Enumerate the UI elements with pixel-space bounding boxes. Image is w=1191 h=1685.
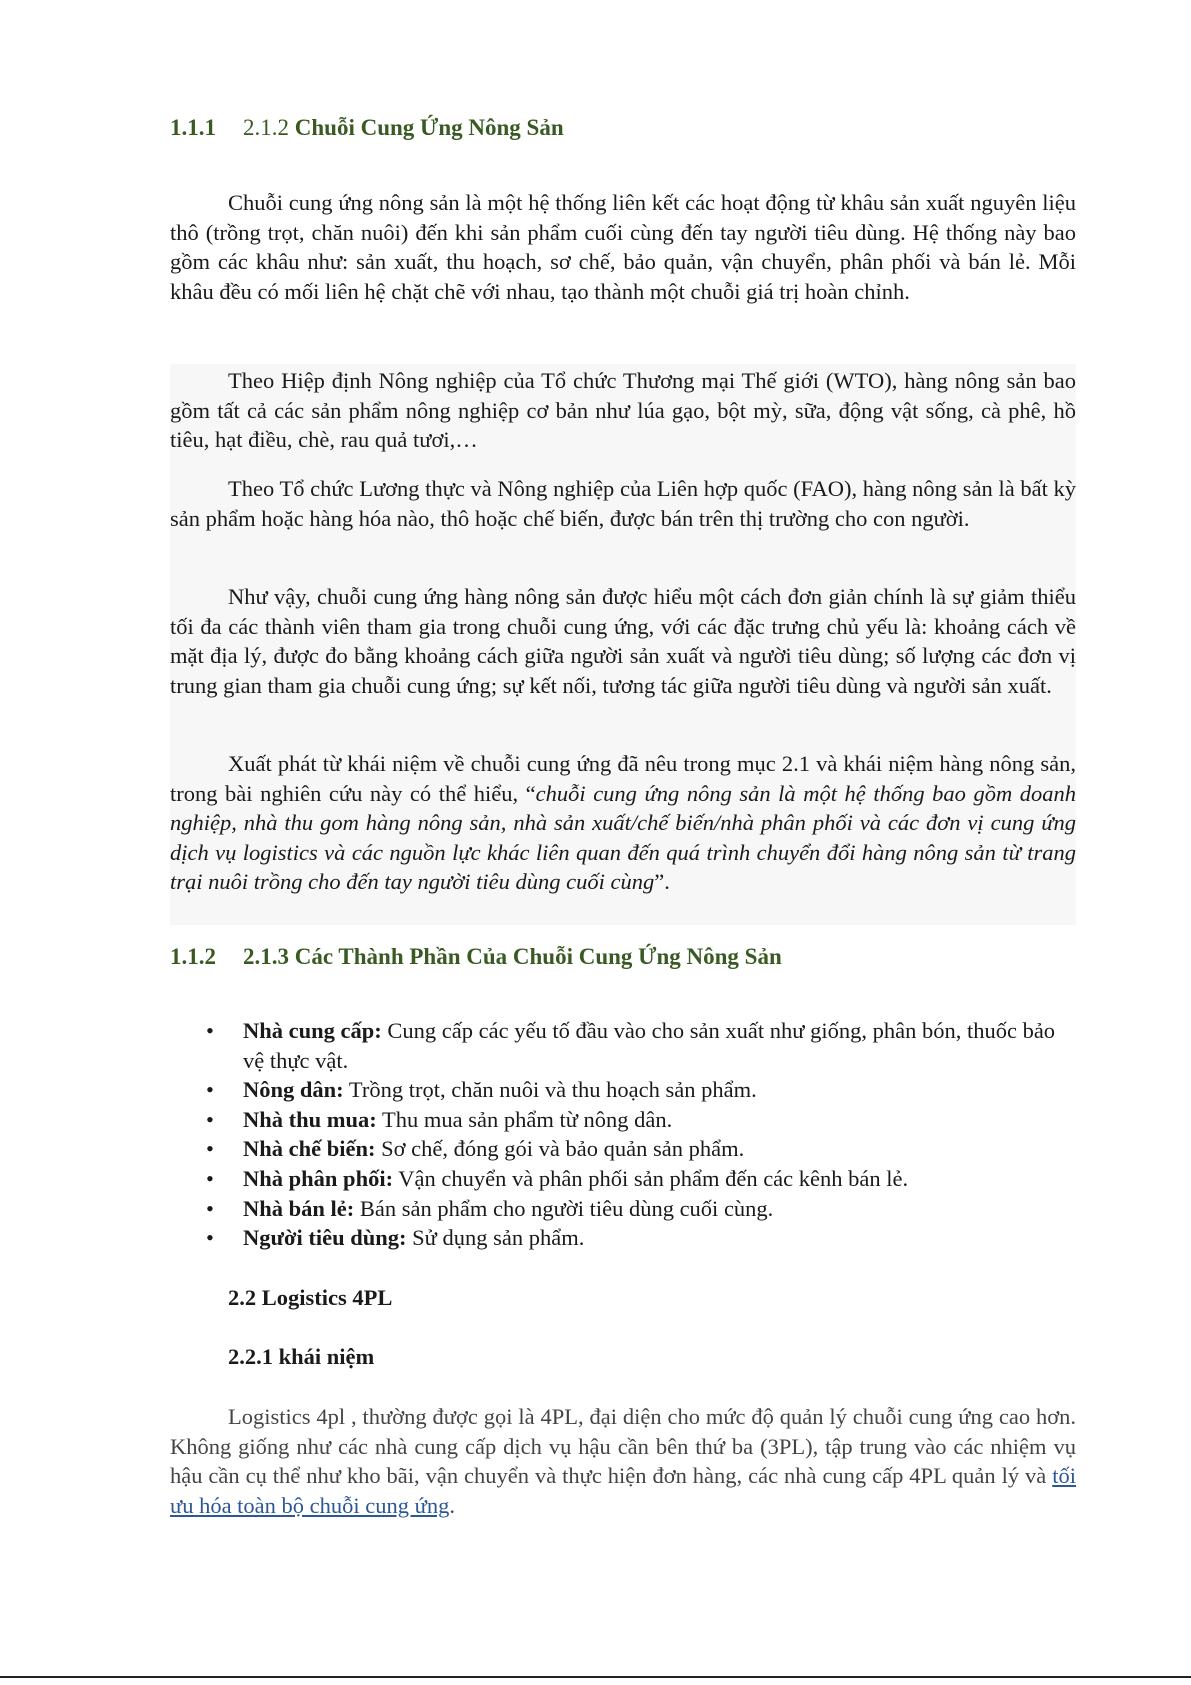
list-item (170, 1194, 1076, 1224)
component-desc: Trồng trọt, chăn nuôi và thu hoạch sản phẩm. (343, 1077, 757, 1103)
component-term: Nông dân: (243, 1077, 344, 1103)
component-term: Nhà cung cấp: (243, 1018, 382, 1043)
component-desc: Cung cấp các yếu tố đầu vào cho sản xuất như giống, phân bón, thuốc bảo vệ thực vật. (243, 1018, 1056, 1073)
heading-number: 1.1.1 (170, 115, 216, 140)
paragraph-definition (170, 749, 1076, 897)
bullet: • (206, 1225, 214, 1251)
list-item (170, 1223, 1076, 1253)
paragraph-summary: Như vậy, chuỗi cung ứng hàng nông sản được hiểu một cách đơn giản chính là sự giảm thiểu tối đa các thành viên tham gia trong chuỗi cung ứng, với các đặc trưng chủ yếu là: khoảng cách về mặt địa lý, được đo bằng khoảng cách giữa người sản xuất và người tiêu dùng; số lượng các đơn vị trung gian tham gia chuỗi cung ứng; sự kết nối, tương tác giữa người tiêu dùng và người sản xuất. (170, 584, 1076, 698)
bullet: • (206, 1165, 214, 1191)
component-term: Nhà thu mua: (243, 1106, 377, 1132)
paragraph-4pl (170, 1402, 1076, 1520)
component-desc: Sử dụng sản phẩm. (406, 1225, 585, 1251)
bullet: • (206, 1106, 214, 1132)
definition-italic: chuỗi cung ứng nông sản là một hệ thống bao gồm doanh nghiệp, nhà thu gom hàng nông sản, nhà sản xuất/chế biến/nhà phân phối và các đơn vị cung ứng dịch vụ logistics và các nguồn lực khác liên quan đến quá trình chuyển đổi hàng nông sản từ trang trại nuôi trồng cho đến tay người tiêu dùng cuối cùng (170, 780, 1076, 895)
paragraph-4pl-text: Logistics 4pl , thường được gọi là 4PL, đại diện cho mức độ quản lý chuỗi cung ứng cao hơn. Không giống như các nhà cung cấp dịch vụ hậu cần bên thứ ba (3PL), tập trung vào các nhiệm vụ hậu cần cụ thể như kho bãi, vận chuyển và thực hiện đơn hàng, các nhà cung cấp 4PL quản lý và (170, 1404, 1076, 1489)
section-heading-2-2-1: 2.2.1 khái niệm (228, 1344, 375, 1369)
bullet: • (206, 1195, 214, 1221)
list-item (170, 1134, 1076, 1164)
heading-title: 2.1.3 Các Thành Phần Của Chuỗi Cung Ứng Nông Sản (243, 944, 782, 969)
paragraph-wto: Theo Hiệp định Nông nghiệp của Tổ chức Thương mại Thế giới (WTO), hàng nông sản bao gồm tất cả các sản phẩm nông nghiệp cơ bản như lúa gạo, bột mỳ, sữa, động vật sống, cà phê, hồ tiêu, hạt điều, chè, rau quả tươi,… (170, 368, 1076, 453)
bullet: • (206, 1077, 214, 1103)
bullet: • (206, 1136, 214, 1162)
components-list (170, 1016, 1076, 1253)
bullet: • (206, 1018, 214, 1043)
page-bottom-rule (0, 1676, 1191, 1678)
component-desc: Vận chuyển và phân phối sản phẩm đến các kênh bán lẻ. (393, 1165, 909, 1191)
component-term: Nhà chế biến: (243, 1136, 376, 1162)
component-term: Người tiêu dùng: (243, 1225, 407, 1251)
heading-number: 1.1.2 (170, 944, 216, 969)
list-item (170, 1164, 1076, 1194)
list-item (170, 1075, 1076, 1105)
section-heading-2-1-2 (170, 115, 564, 141)
paragraph-intro: Chuỗi cung ứng nông sản là một hệ thống liên kết các hoạt động từ khâu sản xuất nguyên liệu thô (trồng trọt, chăn nuôi) đến khi sản phẩm cuối cùng đến tay người tiêu dùng. Hệ thống này bao gồm các khâu như: sản xuất, thu hoạch, sơ chế, bảo quản, vận chuyển, phân phối và bán lẻ. Mỗi khâu đều có mối liên hệ chặt chẽ với nhau, tạo thành một chuỗi giá trị hoàn chỉnh. (170, 190, 1076, 304)
section-heading-2-1-3 (170, 944, 782, 970)
heading-title: Chuỗi Cung Ứng Nông Sản (294, 115, 564, 140)
list-item (170, 1105, 1076, 1135)
section-heading-2-2: 2.2 Logistics 4PL (228, 1285, 393, 1310)
component-term: Nhà bán lẻ: (243, 1195, 355, 1221)
heading-prefix: 2.1.2 (243, 115, 289, 140)
component-desc: Thu mua sản phẩm từ nông dân. (376, 1106, 673, 1132)
definition-tail: ”. (654, 869, 670, 895)
paragraph-4pl-tail: . (449, 1492, 455, 1518)
paragraph-fao: Theo Tổ chức Lương thực và Nông nghiệp của Liên hợp quốc (FAO), hàng nông sản là bất kỳ sản phẩm hoặc hàng hóa nào, thô hoặc chế biến, được bán trên thị trường cho con người. (170, 476, 1076, 531)
component-desc: Sơ chế, đóng gói và bảo quản sản phẩm. (375, 1136, 745, 1162)
definition-lead: Xuất phát từ khái niệm về chuỗi cung ứng đã nêu trong mục 2.1 và khái niệm hàng nông sản, trong bài nghiên cứu này có thể hiểu, “ (170, 751, 1076, 806)
component-desc: Bán sản phẩm cho người tiêu dùng cuối cùng. (354, 1195, 774, 1221)
list-item (170, 1016, 1076, 1075)
supply-chain-optimization-link[interactable]: tối ưu hóa toàn bộ chuỗi cung ứng (170, 1463, 1076, 1518)
component-term: Nhà phân phối: (243, 1165, 394, 1191)
